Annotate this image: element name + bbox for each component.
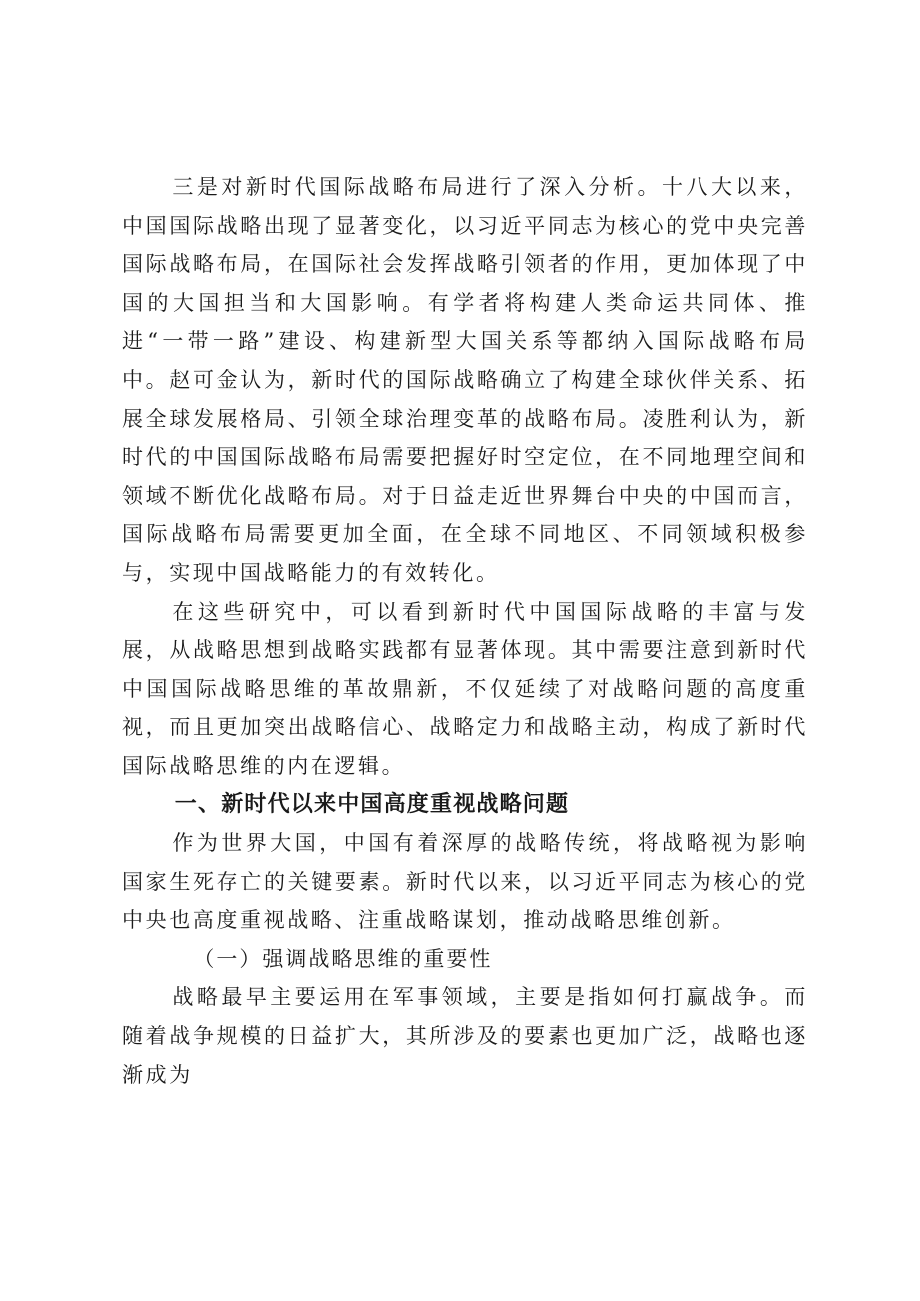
subsection-heading: （一）强调战略思维的重要性 bbox=[193, 946, 493, 971]
section-heading: 一、新时代以来中国高度重视战略问题 bbox=[174, 791, 570, 817]
paragraph-research-summary: 在这些研究中，可以看到新时代中国国际战略的丰富与发展，从战略思想到战略实践都有显著体现。其中需要注意到新时代中国国际战略思维的革故鼎新，不仅延续了对战略问题的高度重视，而且更加突出战略信心、战略定力和战略主动，构成了新时代国际战略思维的内在逻辑。 bbox=[122, 599, 808, 778]
paragraph-strategy-origin: 战略最早主要运用在军事领域，主要是指如何打赢战争。而随着战争规模的日益扩大，其所涉及的要素也更加广泛，战略也逐渐成为 bbox=[122, 985, 808, 1087]
paragraph-strategy-layout: 三是对新时代国际战略布局进行了深入分析。十八大以来，中国国际战略出现了显著变化，以习近平同志为核心的党中央完善国际战略布局，在国际社会发挥战略引领者的作用，更加体现了中国的大国担当和大国影响。有学者将构建人类命运共同体、推进“一带一路”建设、构建新型大国关系等都纳入国际战略布局中。赵可金认为，新时代的国际战略确立了构建全球伙伴关系、拓展全球发展格局、引领全球治理变革的战略布局。凌胜利认为，新时代的中国国际战略布局需要把握好时空定位，在不同地理空间和领域不断优化战略布局。对于日益走近世界舞台中央的中国而言，国际战略布局需要更加全面，在全球不同地区、不同领域积极参与，实现中国战略能力的有效转化。 bbox=[122, 175, 808, 585]
document-body bbox=[122, 168, 808, 1094]
paragraph-strategy-tradition: 作为世界大国，中国有着深厚的战略传统，将战略视为影响国家生死存亡的关键要素。新时代以来，以习近平同志为核心的党中央也高度重视战略、注重战略谋划，推动战略思维创新。 bbox=[122, 831, 808, 933]
